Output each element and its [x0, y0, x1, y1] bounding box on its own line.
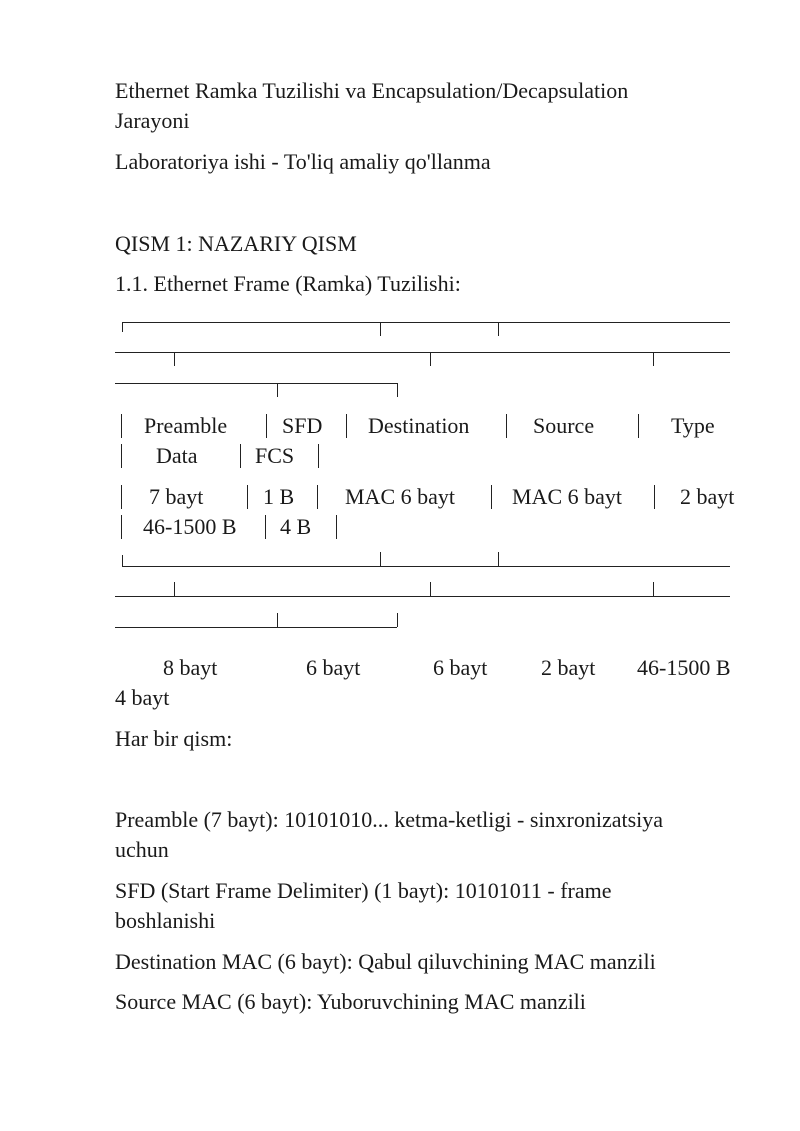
size-label: 2 bayt: [541, 655, 596, 680]
size-label: 8 bayt: [163, 655, 218, 680]
frame-divider: [121, 444, 122, 468]
frame-divider: [121, 485, 122, 509]
frame-divider: [506, 414, 507, 438]
frame-bottom-tick: [174, 582, 175, 596]
frame-top-tick: [380, 322, 381, 336]
frame-divider: [346, 414, 347, 438]
document-subtitle: Laboratoriya ishi - To'liq amaliy qo'llanma: [115, 149, 491, 174]
frame-divider: [336, 515, 337, 539]
frame-top-border: [122, 322, 730, 323]
frame-bottom-tick: [380, 552, 381, 566]
frame-divider: [121, 515, 122, 539]
frame-divider: [654, 485, 655, 509]
size-label: 6 bayt: [306, 655, 361, 680]
field-sfd-size: 1 B: [263, 484, 295, 509]
frame-divider: [266, 414, 267, 438]
frame-bottom-tick: [653, 582, 654, 596]
field-fcs-size: 4 B: [280, 514, 312, 539]
desc-destination-mac: Destination MAC (6 bayt): Qabul qiluvchining MAC manzili: [115, 949, 656, 974]
size-label: 4 bayt: [115, 685, 170, 710]
size-label: 6 bayt: [433, 655, 488, 680]
frame-bottom-border-wrap: [115, 627, 397, 628]
frame-top-border-wrap: [115, 383, 397, 384]
frame-divider: [317, 485, 318, 509]
field-source-size: MAC 6 bayt: [512, 484, 622, 509]
subsection-heading: 1.1. Ethernet Frame (Ramka) Tuzilishi:: [115, 271, 461, 296]
frame-top-tick: [174, 352, 175, 366]
frame-divider: [318, 444, 319, 468]
frame-divider: [638, 414, 639, 438]
frame-top-tick: [498, 322, 499, 336]
field-type: Type: [671, 413, 715, 438]
document-title-line-2: Jarayoni: [115, 108, 190, 133]
desc-sfd-line-2: boshlanishi: [115, 908, 216, 933]
frame-divider: [121, 414, 122, 438]
frame-top-tick: [430, 352, 431, 366]
frame-bottom-right-corner: [397, 613, 398, 627]
field-type-size: 2 bayt: [680, 484, 735, 509]
frame-bottom-tick: [430, 582, 431, 596]
frame-top-border-wrap: [115, 352, 730, 353]
frame-top-right-corner: [397, 383, 398, 397]
size-label: 46-1500 B: [637, 655, 731, 680]
field-source: Source: [533, 413, 595, 438]
field-fcs: FCS: [255, 443, 295, 468]
frame-top-tick: [277, 383, 278, 397]
field-preamble: Preamble: [144, 413, 228, 438]
frame-bottom-corner-tick: [122, 555, 123, 566]
field-destination: Destination: [368, 413, 470, 438]
frame-divider: [247, 485, 248, 509]
field-preamble-size: 7 bayt: [149, 484, 204, 509]
desc-preamble-line-1: Preamble (7 bayt): 10101010... ketma-ketligi - sinxronizatsiya: [115, 807, 664, 832]
section-heading: QISM 1: NAZARIY QISM: [115, 231, 357, 256]
field-sfd: SFD: [282, 413, 323, 438]
frame-divider: [240, 444, 241, 468]
frame-bottom-tick: [498, 552, 499, 566]
frame-top-tick: [653, 352, 654, 366]
field-data-size: 46-1500 B: [143, 514, 237, 539]
frame-divider: [491, 485, 492, 509]
frame-top-corner-tick: [122, 322, 123, 332]
frame-bottom-border-wrap: [115, 596, 730, 597]
frame-bottom-tick: [277, 613, 278, 627]
document-title-line-1: Ethernet Ramka Tuzilishi va Encapsulation/Decapsulation: [115, 78, 629, 103]
field-destination-size: MAC 6 bayt: [345, 484, 455, 509]
field-data: Data: [156, 443, 198, 468]
frame-bottom-border: [122, 566, 730, 567]
desc-source-mac: Source MAC (6 bayt): Yuboruvchining MAC manzili: [115, 989, 586, 1014]
frame-divider: [265, 515, 266, 539]
desc-sfd-line-1: SFD (Start Frame Delimiter) (1 bayt): 10101011 - frame: [115, 878, 612, 903]
desc-preamble-line-2: uchun: [115, 837, 169, 862]
parts-heading: Har bir qism:: [115, 726, 233, 751]
